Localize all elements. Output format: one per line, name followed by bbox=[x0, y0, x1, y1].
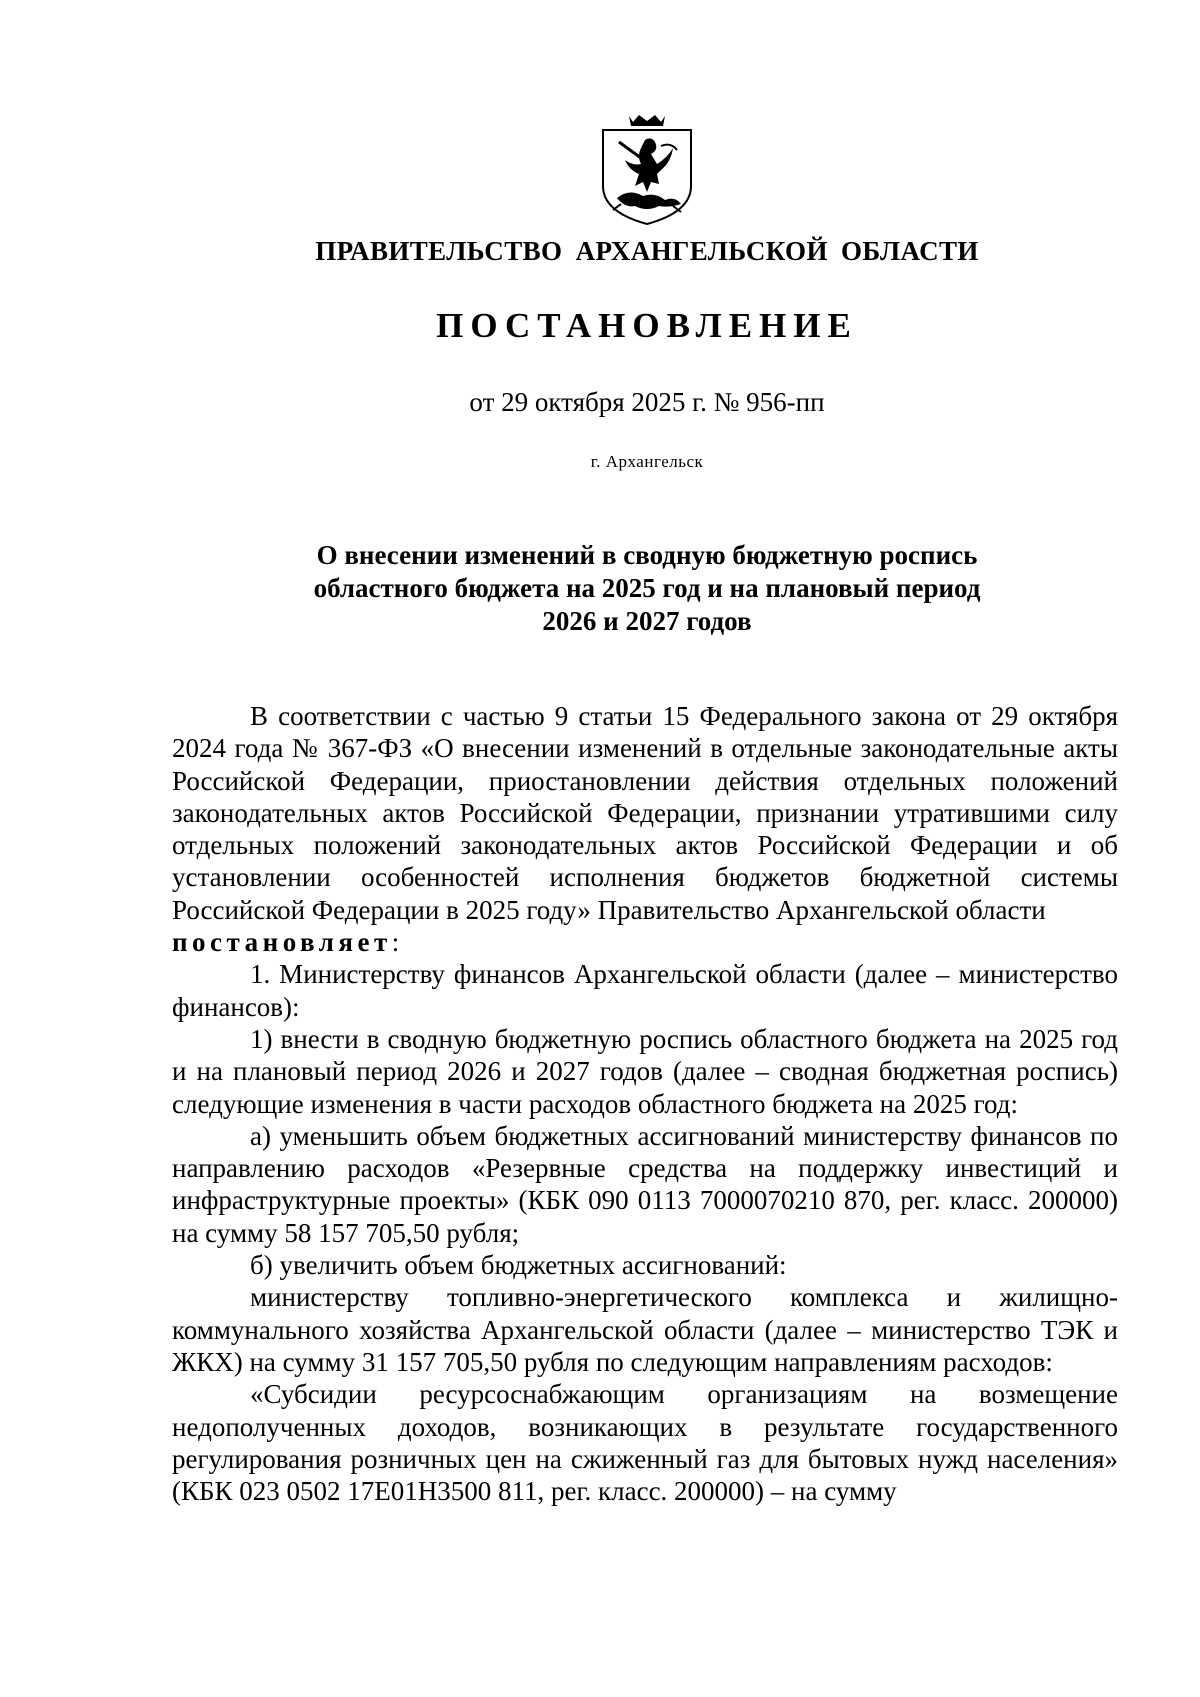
document-body bbox=[172, 700, 1118, 1507]
paragraph-b: б) увеличить объем бюджетных ассигнований: bbox=[250, 1250, 787, 1281]
title-line: областного бюджета на 2025 год и на плановый период bbox=[313, 573, 981, 603]
paragraph-1-1: 1) внести в сводную бюджетную роспись областного бюджета на 2025 год и на плановый период 2026 и 2027 годов (далее – сводная бюджетная роспись) следующие изменения в части расходов областного бюджета на 2025 год: bbox=[172, 1023, 1118, 1119]
paragraph-a: а) уменьшить объем бюджетных ассигнований министерству финансов по направлению расходов «Резервные средства на поддержку инвестиций и инфраструктурные проекты» (КБК 090 0113 7000070210 870, рег. класс. 200000) на сумму 58 157 705,50 рубля; bbox=[172, 1120, 1118, 1248]
preamble-paragraph: В соответствии с частью 9 статьи 15 Федерального закона от 29 октября 2024 года № 367-ФЗ «О внесении изменений в отдельные законодательные акты Российской Федерации, приостановлении действия отдельных положений законодательных актов Российской Федерации, признании утратившими силу отдельных положений законодательных актов Российской Федерации и об установлении особенностей исполнения бюджетов бюджетной системы Российской Федерации в 2025 году» Правительство Архангельской области bbox=[172, 701, 1118, 925]
decree-word: постановляет bbox=[172, 927, 392, 958]
title-line: 2026 и 2027 годов bbox=[542, 606, 752, 636]
document-title bbox=[0, 539, 1200, 638]
paragraph-1: 1. Министерству финансов Архангельской области (далее – министерство финансов): bbox=[172, 959, 1118, 1022]
city: г. Архангельск bbox=[590, 452, 704, 471]
decree-line bbox=[172, 926, 1118, 958]
decree-colon: : bbox=[391, 927, 400, 958]
coat-of-arms-icon bbox=[599, 112, 695, 228]
title-line: О внесении изменений в сводную бюджетную роспись bbox=[316, 540, 978, 570]
paragraph-b-2: «Субсидии ресурсоснабжающим организациям на возмещение недополученных доходов, возникающих в результате государственного регулирования розничных цен на сжиженный газ для бытовых нужд населения» (КБК 023 0502 17Е01Н3500 811, рег. класс. 200000) – на сумму bbox=[172, 1379, 1118, 1507]
paragraph-b-1: министерству топливно-энергетического комплекса и жилищно-коммунального хозяйства Архангельской области (далее – министерство ТЭК и ЖКХ) на сумму 31 157 705,50 рубля по следующим направлениям расходов: bbox=[172, 1282, 1118, 1377]
government-name: ПРАВИТЕЛЬСТВО АРХАНГЕЛЬСКОЙ ОБЛАСТИ bbox=[315, 236, 979, 266]
date-number: от 29 октября 2025 г. № 956-пп bbox=[469, 387, 825, 417]
document-kind: ПОСТАНОВЛЕНИЕ bbox=[436, 306, 858, 345]
